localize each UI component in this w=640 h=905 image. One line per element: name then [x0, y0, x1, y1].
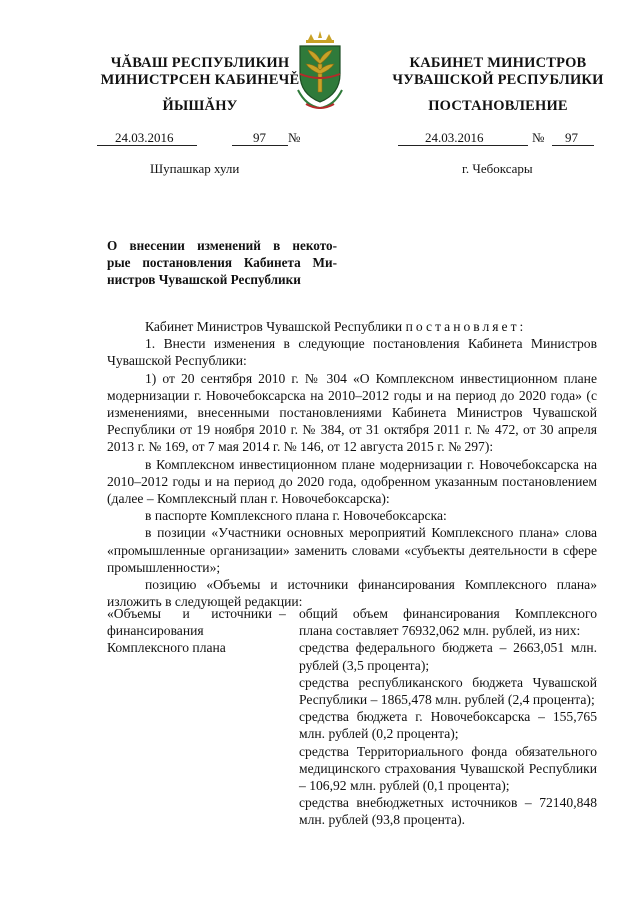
document-body: [107, 318, 597, 610]
left-city: Шупашкар хули: [150, 161, 240, 176]
left-number: 97: [253, 130, 266, 145]
paragraph-2: 1) от 20 сентября 2010 г. № 304 «О Комплексном инвестиционном плане модернизации г. Новочебоксарска на 2010–2012 годы и на период до 2020 года» (с изменениями, внесенными постановлениями Кабинета Министров Чувашской Республики от 19 ноября 2010 г. № 384, от 31 октября 2011 г. № 472, от 30 апреля 2013 г. № 169, от 7 мая 2014 г. № 146, от 12 августа 2015 г. № 297):: [107, 370, 597, 455]
financing-table: [107, 605, 597, 845]
header-left-line2: МИНИСТРСЕН КАБИНЕЧĚ: [100, 72, 300, 88]
financing-right-column: [299, 605, 597, 829]
header-left-org: [85, 55, 315, 89]
financing-item: средства федерального бюджета – 2663,051 млн. рублей (3,5 процента);: [299, 640, 597, 673]
right-number: 97: [565, 130, 578, 145]
paragraph-1: 1. Внести изменения в следующие постановления Кабинета Министров Чувашской Республики:: [107, 336, 597, 369]
paragraph-5: в позиции «Участники основных мероприятий Комплексного плана» слова «промышленные организации» заменить словами «субъекты деятельности в сфере промышленности»;: [107, 525, 597, 575]
title-line2: рые постановления Кабинета Ми-: [107, 255, 337, 270]
paragraph-3: в Комплексном инвестиционном плане модернизации г. Новочебоксарска на 2010–2012 годы и на период до 2020 года, одобренном указанным постановлением (далее – Комплексный план г. Новочебоксарска):: [107, 456, 597, 507]
intro-prefix: Кабинет Министров Чувашской Республики: [145, 319, 403, 334]
intro-spaced: постановляет:: [405, 319, 527, 334]
paragraph-6: позицию «Объемы и источники финансирования Комплексного плана» изложить в следующей редакции:: [107, 577, 597, 610]
paragraph-4: в паспорте Комплексного плана г. Новочебоксарска:: [145, 508, 447, 524]
coat-of-arms-emblem: [292, 30, 348, 112]
header-right-line1: КАБИНЕТ МИНИСТРОВ: [409, 55, 587, 71]
right-city: г. Чебоксары: [462, 161, 533, 176]
financing-item: средства бюджета г. Новочебоксарска – 155,765 млн. рублей (0,2 процента);: [299, 709, 597, 742]
intro-paragraph: [107, 318, 597, 335]
document-title: [107, 237, 337, 288]
left-date: 24.03.2016: [115, 130, 174, 145]
financing-item: средства Территориального фонда обязательного медицинского страхования Чувашской Республики – 106,92 млн. рублей (0,1 процента);: [299, 743, 597, 794]
header-right-org: [378, 55, 618, 89]
financing-item: общий объем финансирования Комплексного плана составляет 76932,062 млн. рублей, из них:: [299, 606, 597, 639]
financing-item: средства республиканского бюджета Чувашской Республики – 1865,478 млн. рублей (2,4 процента);: [299, 674, 597, 708]
title-line3: нистров Чувашской Республики: [107, 272, 301, 287]
right-number-sign: №: [532, 130, 545, 145]
title-line1: О внесении изменений в некото-: [107, 238, 337, 253]
header-right-doc-type: ПОСТАНОВЛЕНИЕ: [428, 98, 568, 114]
right-date: 24.03.2016: [425, 130, 484, 145]
financing-item: средства внебюджетных источников – 72140,848 млн. рублей (93,8 процента).: [299, 795, 597, 828]
financing-left-label: «Объемы и источники финансирования Комплексного плана: [107, 606, 272, 656]
header-right-line2: ЧУВАШСКОЙ РЕСПУБЛИКИ: [392, 72, 604, 88]
header-left-line1: ЧĂВАШ РЕСПУБЛИКИН: [110, 55, 290, 71]
financing-dash: –: [279, 606, 286, 621]
header-left-doc-type: ЙЫШĂНУ: [162, 98, 238, 114]
left-number-sign: №: [288, 130, 301, 145]
